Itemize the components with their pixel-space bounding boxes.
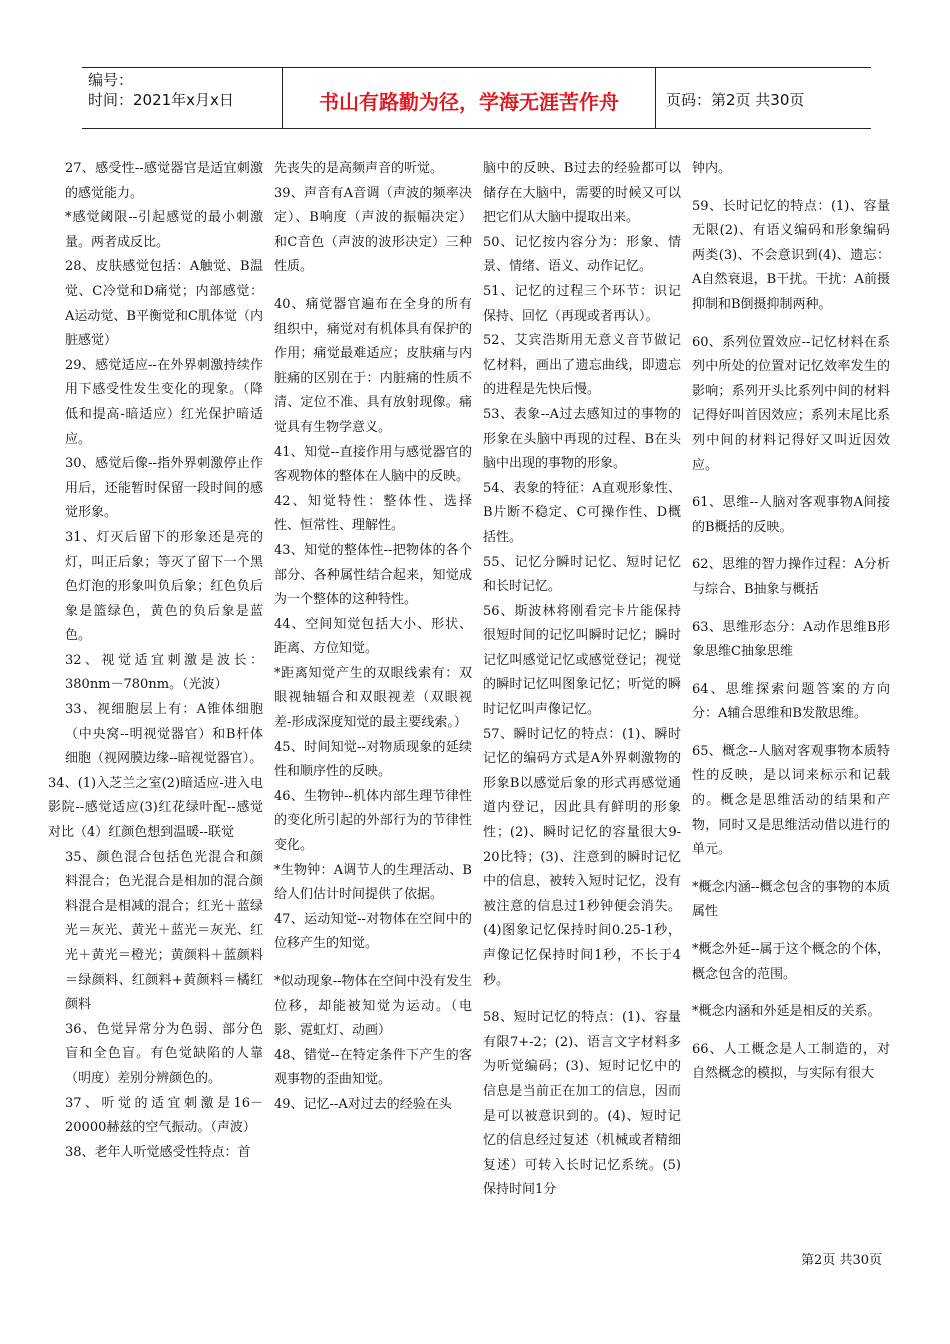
paragraph: 64、思维探索问题答案的方向分：A辅合思维和B发散思维。 xyxy=(692,681,890,722)
paragraph: 58、短时记忆的特点：(1)、容量有限7+-2；(2)、语言文字材料多为听觉编码；(3)、短时记忆中的信息是当前正在加工的信息，因而是可以被意识到的。(4)、短时记忆的信息经过复述（机械或者精细复述）可转入长时记忆系统。(5)保持时间1分 xyxy=(483,1010,681,1198)
paragraph: 29、感觉适应--在外界刺激持续作用下感受性发生变化的现象。（降低和提高-暗适应）红光保护暗适应。 xyxy=(65,357,263,447)
paragraph: 66、人工概念是人工制造的，对自然概念的模拟，与实际有很大 xyxy=(692,1041,890,1082)
paragraph: *生物钟：A调节人的生理活动、B给人们估计时间提供了依据。 xyxy=(274,862,472,903)
paragraph: 30、感觉后像--指外界刺激停止作用后，还能暂时保留一段时间的感觉形象。 xyxy=(65,456,263,521)
header-page-number: 页码：第2页 共30页 xyxy=(666,91,805,109)
paragraph: 35、颜色混合包括色光混合和颜料混合；色光混合是相加的混合颜料混合是相减的混合；红光＋蓝绿光＝灰光、黄光＋蓝光＝灰光、红光＋黄光＝橙光；黄颜料＋蓝颜料＝绿颜料、红颜料+黄颜料＝橘红颜料 xyxy=(65,849,263,1013)
paragraph: 38、老年人听觉感受性特点：首 xyxy=(65,1144,251,1160)
paragraph: 42、知觉特性：整体性、选择性、恒常性、理解性。 xyxy=(274,493,472,534)
text-column-3 xyxy=(483,157,681,1203)
paragraph: 钟内。 xyxy=(692,161,732,176)
page-header xyxy=(82,67,871,129)
paragraph: *感觉阈限--引起感觉的最小刺激量。两者成反比。 xyxy=(65,210,263,250)
paragraph: 34、(1)入芝兰之室(2)暗适应-进入电影院--感觉适应(3)红花绿叶配--感觉对比（4）红颜色想到温暖--联觉 xyxy=(48,775,263,841)
text-column-2 xyxy=(274,157,472,1118)
document-date-label: 时间：2021年x月x日 xyxy=(88,91,234,109)
header-meta xyxy=(88,70,278,110)
page-footer-number: 第2页 共30页 xyxy=(801,1253,882,1268)
paragraph: *概念内涵和外延是相反的关系。 xyxy=(692,1004,881,1020)
paragraph: 60、系列位置效应--记忆材料在系列中所处的位置对记忆效率发生的影响；系列开头比系列中间的材料记得好叫首因效应；系列末尾比系列中间的材料记得好又叫近因效应。 xyxy=(692,334,890,473)
paragraph: 43、知觉的整体性--把物体的各个部分、各种属性结合起来，知觉成为一个整体的这种特性。 xyxy=(274,542,472,608)
paragraph: 41、知觉--直接作用与感觉器官的客观物体的整体在人脑中的反映。 xyxy=(274,444,472,485)
paragraph: 脑中的反映、B过去的经验都可以储存在大脑中，需要的时候又可以把它们从大脑中提取出来。 xyxy=(483,161,681,226)
paragraph: 27、感受性--感觉器官是适宜刺激的感觉能力。 xyxy=(65,161,263,201)
paragraph: 63、思维形态分：A动作思维B形象思维C抽象思维 xyxy=(692,619,890,660)
paragraph: 54、表象的特征：A直观形象性、B片断不稳定、C可操作性、D概括性。 xyxy=(483,480,681,545)
paragraph: 47、运动知觉--对物体在空间中的位移产生的知觉。 xyxy=(274,911,472,952)
paragraph: 50、记忆按内容分为：形象、情景、情绪、语义、动作记忆。 xyxy=(483,234,681,275)
paragraph: 40、痛觉器官遍布在全身的所有组织中，痛觉对有机体具有保护的作用；痛觉最难适应；皮肤痛与内脏痛的区别在于：内脏痛的性质不清、定位不准、具有放射现像。痛觉具有生物学意义。 xyxy=(274,296,472,435)
document-number-label: 编号： xyxy=(88,71,134,89)
text-column-1 xyxy=(48,157,263,1165)
paragraph: 49、记忆--A对过去的经验在头 xyxy=(274,1096,452,1112)
paragraph: 62、思维的智力操作过程：A分析与综合、B抽象与概括 xyxy=(692,557,890,597)
paragraph: 52、艾宾浩斯用无意义音节做记忆材料，画出了遗忘曲线，即遗忘的进程是先快后慢。 xyxy=(483,333,681,398)
paragraph: *概念外延--属于这个概念的个体，概念包含的范围。 xyxy=(692,942,890,982)
paragraph: 48、错觉--在特定条件下产生的客观事物的歪曲知觉。 xyxy=(274,1047,472,1088)
paragraph: 33、视细胞层上有：A锥体细胞（中央窝--明视觉器官）和B杆体细胞（视网膜边缘--暗视觉器官）。 xyxy=(65,702,263,767)
paragraph: 55、记忆分瞬时记忆、短时记忆和长时记忆。 xyxy=(483,554,681,595)
paragraph: 32、视觉适宜刺激是波长：380nm－780nm。（光波） xyxy=(65,652,263,693)
paragraph: 39、声音有A音调（声波的频率决定）、B响度（声波的振幅决定）和C音色（声波的波形决定）三种性质。 xyxy=(274,185,472,275)
paragraph: 61、思维--人脑对客观事物A间接的B概括的反映。 xyxy=(692,495,890,535)
paragraph: *似动现象--物体在空间中没有发生位移，却能被知觉为运动。（电影、霓虹灯、动画） xyxy=(274,974,472,1039)
text-column-4 xyxy=(692,157,890,1087)
paragraph: 57、瞬时记忆的特点：(1)、瞬时记忆的编码方式是A外界刺激物的形象B以感觉后象的形式再感觉通道内登记，因此具有鲜明的形象性；(2)、瞬时记忆的容量很大9-20比特；(3)、注意到的瞬时记忆中的信息，被转入短时记忆，没有被注意的信息过1秒钟便会消失。(4)图象记忆保持时间0.25-1秒，声像记忆保持时间1秒，不长于4秒。 xyxy=(483,726,681,988)
paragraph: 先丧失的是高频声音的听觉。 xyxy=(274,161,444,176)
header-divider xyxy=(655,68,656,128)
paragraph: *概念内涵--概念包含的事物的本质属性 xyxy=(692,879,890,920)
paragraph: 31、灯灭后留下的形象还是亮的灯，叫正后象；等灭了留下一个黑色灯泡的形象叫负后象；红色负后象是篮绿色，黄色的负后象是蓝色。 xyxy=(65,529,263,644)
paragraph: *距离知觉产生的双眼线索有：双眼视轴辐合和双眼视差（双眼视差-形成深度知觉的最主要线索。） xyxy=(274,665,472,731)
paragraph: 45、时间知觉--对物质现象的延续性和顺序性的反映。 xyxy=(274,739,472,780)
paragraph: 53、表象--A过去感知过的事物的形象在头脑中再现的过程、B在头脑中出现的事物的形象。 xyxy=(483,406,681,472)
paragraph: 28、皮肤感觉包括：A触觉、B温觉、C冷觉和D痛觉；内部感觉：A运动觉、B平衡觉和C肌体觉（内脏感觉） xyxy=(65,259,263,349)
paragraph: 56、斯波林将刚看完卡片能保持很短时间的记忆叫瞬时记忆；瞬时记忆叫感觉记忆或感觉登记；视觉的瞬时记忆叫图象记忆；听觉的瞬时记忆叫声像记忆。 xyxy=(483,603,681,718)
paragraph: 37、听觉的适宜刺激是16－20000赫兹的空气振动。（声波） xyxy=(65,1095,263,1136)
header-motto: 书山有路勤为径，学海无涯苦作舟 xyxy=(319,90,619,114)
paragraph: 51、记忆的过程三个环节：识记保持、回忆（再现或者再认）。 xyxy=(483,283,681,324)
paragraph: 65、概念--人脑对客观事物本质特性的反映，是以词来标示和记载的。概念是思维活动的结果和产物，同时又是思维活动借以进行的单元。 xyxy=(692,743,890,858)
paragraph: 59、长时记忆的特点：(1)、容量无限(2)、有语义编码和形象编码两类(3)、不会意识到(4)、遗忘：A自然衰退，B干扰。干扰：A前摄抑制和B倒摄抑制两种。 xyxy=(692,198,890,312)
paragraph: 46、生物钟--机体内部生理节律性的变化所引起的外部行为的节律性变化。 xyxy=(274,788,472,854)
paragraph: 36、色觉异常分为色弱、部分色盲和全色盲。有色觉缺陷的人靠（明度）差别分辨颜色的。 xyxy=(65,1021,263,1086)
paragraph: 44、空间知觉包括大小、形状、距离、方位知觉。 xyxy=(274,616,472,657)
